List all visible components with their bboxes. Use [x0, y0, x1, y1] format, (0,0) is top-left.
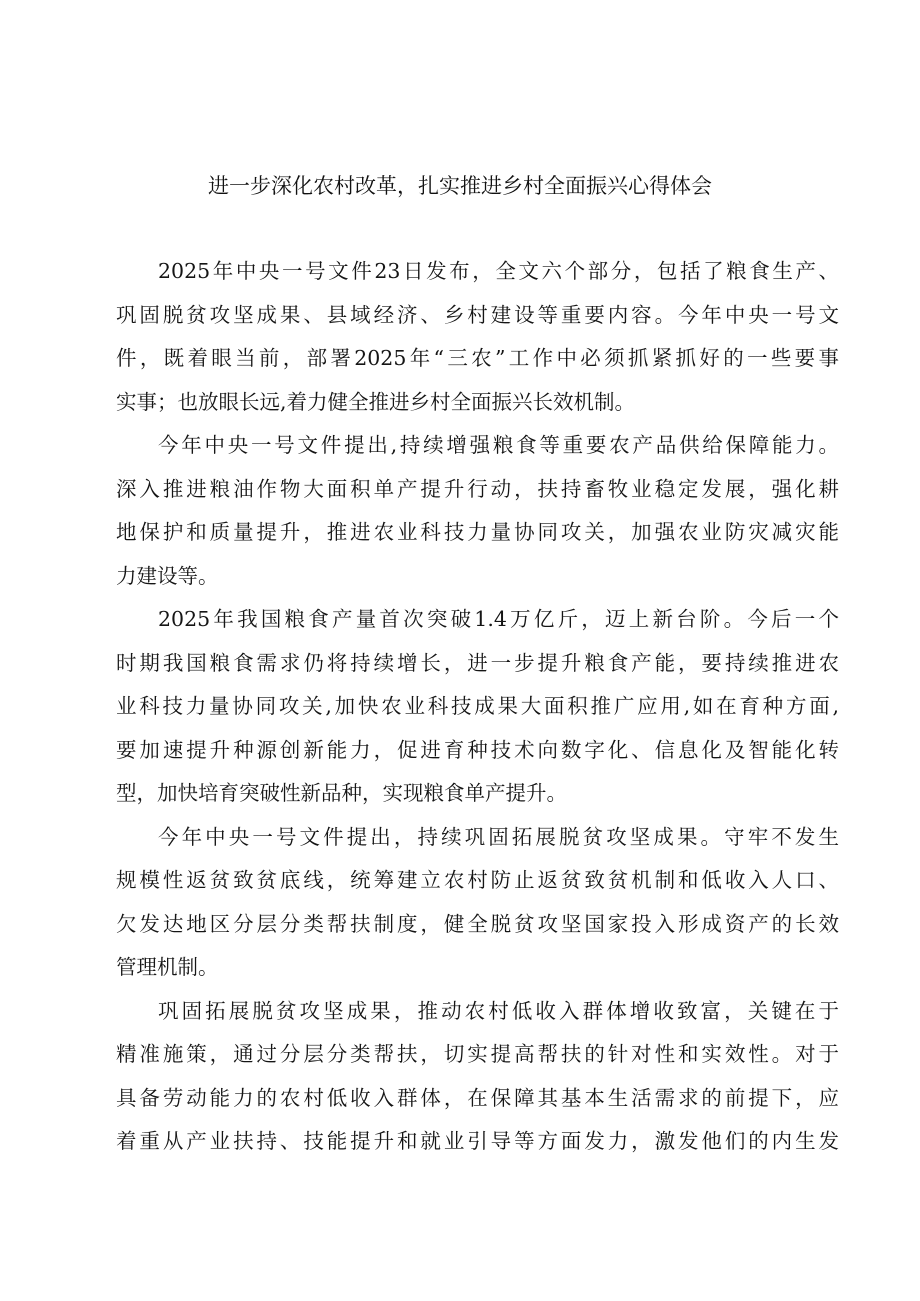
- text-line: 今年中央一号文件提出,持续增强粮食等重要农产品供给保障能力。: [158, 433, 839, 457]
- document-body: [116, 250, 839, 1164]
- text-line: 今年中央一号文件提出，持续巩固拓展脱贫攻坚成果。守牢不发生: [158, 824, 839, 849]
- text-line: 巩固拓展脱贫攻坚成果，推动农村低收入群体增收致富，关键在于: [158, 998, 839, 1023]
- text-line: 精准施策，通过分层分类帮扶，切实提高帮扶的针对性和实效性。对于: [116, 1042, 839, 1066]
- text-line: 着重从产业扶持、技能提升和就业引导等方面发力，激发他们的内生发: [116, 1129, 839, 1153]
- text-line: 件，既着眼当前，部署2025年“三农”工作中必须抓紧抓好的一些要事: [116, 346, 839, 370]
- text-line: 巩固脱贫攻坚成果、县域经济、乡村建设等重要内容。今年中央一号文: [116, 302, 839, 327]
- paragraph-1: [116, 250, 839, 424]
- text-line: 2025年中央一号文件23日发布，全文六个部分，包括了粮食生产、: [158, 259, 839, 283]
- text-line: 业科技力量协同攻关,加快农业科技成果大面积推广应用,如在育种方面,: [116, 694, 839, 718]
- text-line: 欠发达地区分层分类帮扶制度，健全脱贫攻坚国家投入形成资产的长效: [116, 911, 839, 936]
- text-line: 型，加快培育突破性新品种，实现粮食单产提升。: [116, 781, 567, 805]
- text-line: 规模性返贫致贫底线，统筹建立农村防止返贫致贫机制和低收入人口、: [116, 868, 839, 892]
- text-line: 具备劳动能力的农村低收入群体，在保障其基本生活需求的前提下，应: [116, 1085, 839, 1110]
- text-line: 实事；也放眼长远,着力健全推进乡村全面振兴长效机制。: [116, 389, 636, 414]
- text-line: 力建设等。: [116, 563, 219, 588]
- paragraph-3: [116, 598, 839, 816]
- text-line: 时期我国粮食需求仍将持续增长，进一步提升粮食产能，要持续推进农: [116, 650, 839, 675]
- text-line: 管理机制。: [116, 955, 219, 979]
- paragraph-2: [116, 424, 839, 598]
- paragraph-4: [116, 816, 839, 990]
- text-line: 2025年我国粮食产量首次突破1.4万亿斤，迈上新台阶。今后一个: [158, 607, 839, 631]
- text-line: 地保护和质量提升，推进农业科技力量协同攻关，加强农业防灾减灾能: [116, 520, 839, 544]
- document-title: 进一步深化农村改革，扎实推进乡村全面振兴心得体会: [208, 174, 712, 198]
- paragraph-5: [116, 990, 839, 1164]
- text-line: 深入推进粮油作物大面积单产提升行动，扶持畜牧业稳定发展，强化耕: [116, 476, 839, 501]
- text-line: 要加速提升种源创新能力，促进育种技术向数字化、信息化及智能化转: [116, 737, 839, 762]
